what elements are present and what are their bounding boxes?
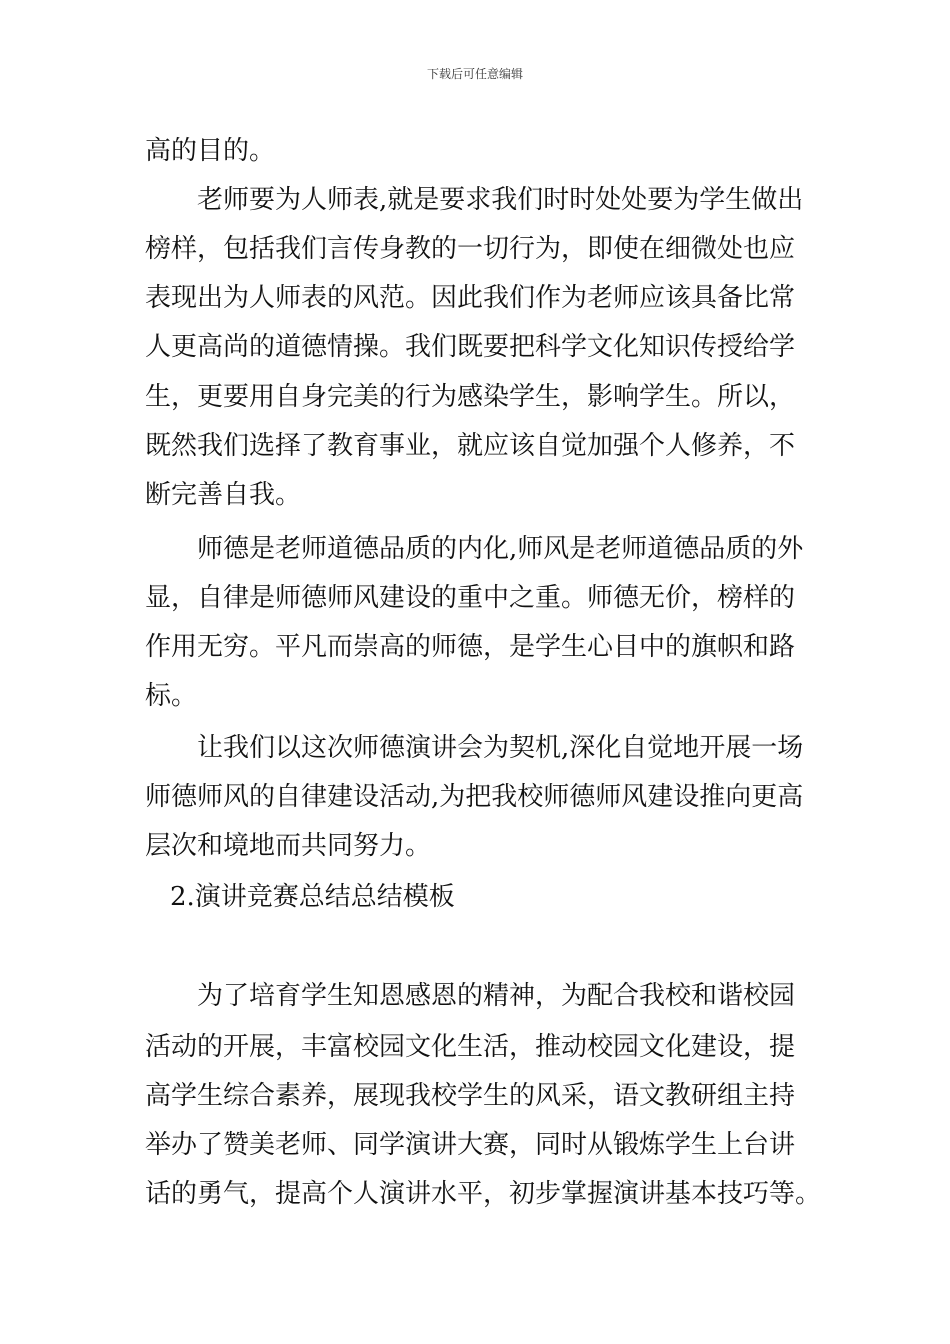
body-text-line: 表现出为人师表的风范。因此我们作为老师应该具备比常 xyxy=(145,283,796,313)
body-text-line: 话的勇气，提高个人演讲水平，初步掌握演讲基本技巧等。 xyxy=(145,1179,822,1209)
body-text-line: 人更高尚的道德情操。我们既要把科学文化知识传授给学 xyxy=(145,332,796,362)
section-heading: 2.演讲竞赛总结总结模板 xyxy=(170,882,455,912)
paragraph-first-line: 为了培育学生知恩感恩的精神，为配合我校和谐校园 xyxy=(197,981,796,1011)
body-text-line: 作用无穷。平凡而崇高的师德，是学生心目中的旗帜和路 xyxy=(145,632,796,662)
body-text-line: 生，更要用自身完美的行为感染学生，影响学生。所以， xyxy=(145,382,796,412)
paragraph-first-line: 师德是老师道德品质的内化,师风是老师道德品质的外 xyxy=(197,534,804,564)
body-text-line: 师德师风的自律建设活动,为把我校师德师风建设推向更高 xyxy=(145,782,804,812)
page-header: 下载后可任意编辑 xyxy=(426,67,523,81)
body-text-line: 标。 xyxy=(145,681,198,711)
body-text-line: 高学生综合素养，展现我校学生的风采，语文教研组主持 xyxy=(145,1081,796,1111)
body-text-line: 显，自律是师德师风建设的重中之重。师德无价，榜样的 xyxy=(145,583,796,613)
body-text-line: 活动的开展，丰富校园文化生活，推动校园文化建设，提 xyxy=(145,1032,796,1062)
paragraph-first-line: 让我们以这次师德演讲会为契机,深化自觉地开展一场 xyxy=(197,733,804,763)
body-text-line: 高的目的。 xyxy=(145,136,276,166)
body-text-line: 举办了赞美老师、同学演讲大赛，同时从锻炼学生上台讲 xyxy=(145,1130,796,1160)
body-text-line: 榜样，包括我们言传身教的一切行为，即使在细微处也应 xyxy=(145,234,796,264)
body-text-line: 断完善自我。 xyxy=(145,480,302,510)
paragraph-first-line: 老师要为人师表,就是要求我们时时处处要为学生做出 xyxy=(197,185,804,215)
body-text-line: 层次和境地而共同努力。 xyxy=(145,831,432,861)
body-text-line: 既然我们选择了教育事业，就应该自觉加强个人修养，不 xyxy=(145,431,796,461)
